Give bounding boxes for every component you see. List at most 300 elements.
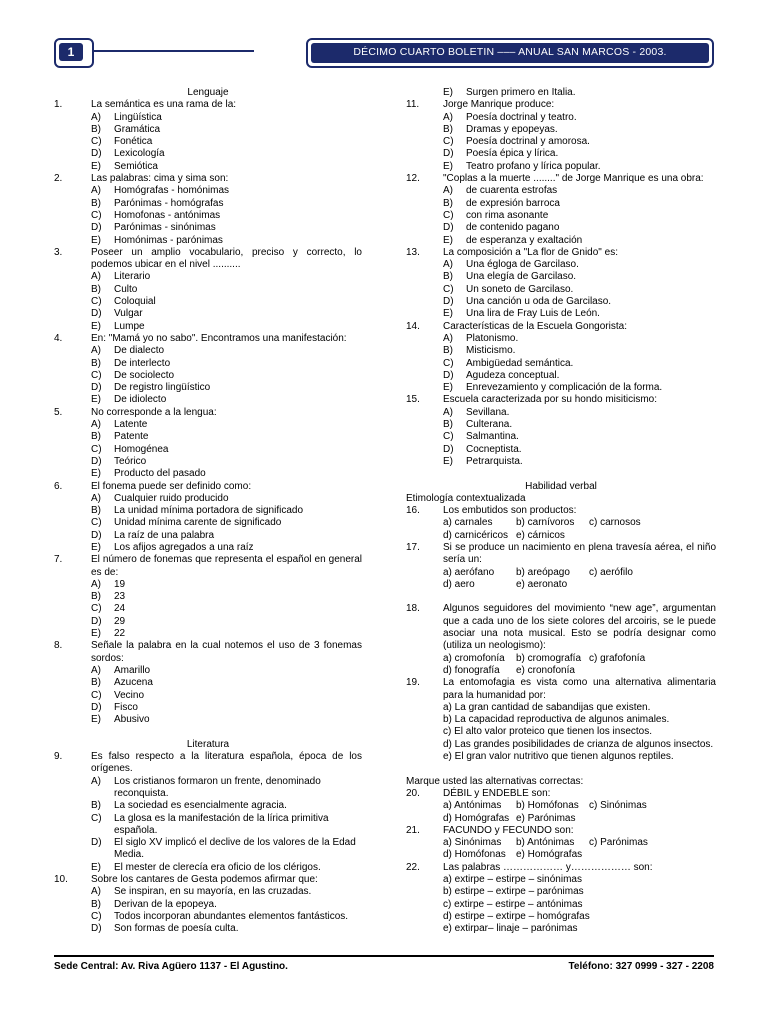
option-text: El siglo XV implicó el declive de los valores de la Edad Media. bbox=[114, 837, 356, 861]
option bbox=[406, 210, 716, 222]
option-text: De registro lingüístico bbox=[114, 382, 211, 394]
option bbox=[54, 776, 362, 801]
option bbox=[406, 444, 716, 456]
option bbox=[406, 358, 716, 370]
option-text: de expresión barroca bbox=[466, 197, 560, 209]
option bbox=[54, 677, 362, 689]
option bbox=[406, 271, 716, 283]
page-number: 1 bbox=[59, 43, 83, 61]
option-letter: A) bbox=[91, 664, 101, 676]
option-text: Homónimas - parónimas bbox=[114, 234, 223, 246]
question-number: 7. bbox=[54, 554, 63, 566]
option-text: Derivan de la epopeya. bbox=[114, 898, 217, 910]
question bbox=[406, 505, 716, 542]
option-text: Vulgar bbox=[114, 308, 143, 320]
option-text: Patente bbox=[114, 431, 149, 443]
option: e) cronofonía bbox=[516, 664, 575, 676]
option-letter: E) bbox=[443, 455, 453, 467]
option bbox=[54, 468, 362, 480]
question bbox=[406, 677, 716, 763]
option bbox=[54, 136, 362, 148]
option-row bbox=[406, 653, 716, 665]
option: d) carnicéricos bbox=[443, 529, 509, 541]
option: b) Antónimas bbox=[516, 837, 575, 849]
option bbox=[54, 714, 362, 726]
question-text: No corresponde a la lengua: bbox=[91, 406, 217, 418]
option-text: de contenido pagano bbox=[466, 222, 560, 234]
option bbox=[406, 456, 716, 468]
option-text: Lexicología bbox=[114, 148, 165, 160]
question bbox=[406, 542, 716, 591]
subsection-title: Etimología contextualizada bbox=[406, 492, 526, 504]
header bbox=[54, 38, 714, 66]
option-text: Lingüística bbox=[114, 111, 162, 123]
question-number: 5. bbox=[54, 406, 63, 418]
subsection-title: Marque usted las alternativas correctas: bbox=[406, 775, 584, 787]
option-letter: C) bbox=[91, 443, 102, 455]
question-text: El número de fonemas que representa el español en general es de: bbox=[91, 554, 362, 578]
question-text: Es falso respecto a la literatura española, época de los orígenes. bbox=[91, 751, 362, 775]
document-title: DÉCIMO CUARTO BOLETIN ––– ANUAL SAN MARCOS - 2003. bbox=[311, 43, 709, 63]
option: b) carnívoros bbox=[516, 517, 575, 529]
question-number: 12. bbox=[406, 173, 420, 185]
option-letter: C) bbox=[91, 296, 102, 308]
option-text: De idiolecto bbox=[114, 394, 167, 406]
footer-phone: Teléfono: 327 0999 - 327 - 2208 bbox=[568, 961, 714, 972]
question-number: 6. bbox=[54, 480, 63, 492]
option-letter: D) bbox=[91, 837, 102, 849]
option-letter: A) bbox=[91, 492, 101, 504]
option-letter: E) bbox=[91, 234, 101, 246]
option-letter: E) bbox=[91, 394, 101, 406]
question-number: 9. bbox=[54, 751, 63, 763]
option-text: Dramas y epopeyas. bbox=[466, 123, 558, 135]
option-letter: B) bbox=[443, 197, 453, 209]
option-letter: A) bbox=[91, 886, 101, 898]
question-text: Las palabras ……………… y……………… son: bbox=[443, 861, 653, 873]
option-text: Los afijos agregados a una raíz bbox=[114, 541, 254, 553]
option bbox=[54, 431, 362, 443]
option-text: La glosa es la manifestación de la lírica primitiva española. bbox=[114, 812, 329, 836]
question-text: La composición a "La flor de Gnido" es: bbox=[443, 246, 618, 258]
option: b) Homófonas bbox=[516, 800, 579, 812]
option: d) Homófonas bbox=[443, 849, 506, 861]
option-text: Salmantina. bbox=[466, 431, 519, 443]
option-row bbox=[406, 567, 716, 579]
option-letter: A) bbox=[91, 345, 101, 357]
option-text: Ambigüedad semántica. bbox=[466, 357, 574, 369]
option-row bbox=[406, 849, 716, 861]
option-text: Semiótica bbox=[114, 160, 158, 172]
option-letter: C) bbox=[91, 689, 102, 701]
question-stem bbox=[406, 321, 716, 333]
option-text: Abusivo bbox=[114, 714, 150, 726]
option bbox=[54, 419, 362, 431]
option bbox=[54, 665, 362, 677]
option-letter: D) bbox=[91, 382, 102, 394]
option: a) Sinónimas bbox=[443, 837, 502, 849]
option-text: Platonismo. bbox=[466, 332, 519, 344]
option-text: de cuarenta estrofas bbox=[466, 185, 558, 197]
footer-rule bbox=[54, 955, 714, 957]
option bbox=[54, 210, 362, 222]
option: d) aero bbox=[443, 578, 475, 590]
question-text: Los embutidos son productos: bbox=[443, 505, 577, 517]
question-number: 10. bbox=[54, 874, 68, 885]
question bbox=[54, 407, 362, 481]
option-text: Teatro profano y lírica popular. bbox=[466, 160, 601, 172]
option-letter: D) bbox=[443, 369, 454, 381]
option bbox=[406, 235, 716, 247]
option-text: Gramática bbox=[114, 123, 161, 135]
option bbox=[54, 358, 362, 370]
option bbox=[54, 185, 362, 197]
option-letter: B) bbox=[443, 271, 453, 283]
option bbox=[406, 308, 716, 320]
option bbox=[54, 505, 362, 517]
option-text: De sociolecto bbox=[114, 369, 175, 381]
option-letter: C) bbox=[91, 603, 102, 615]
question-number: 21. bbox=[406, 824, 420, 836]
option bbox=[406, 296, 716, 308]
option-letter: D) bbox=[91, 529, 102, 541]
option-text: Poesía doctrinal y amorosa. bbox=[466, 136, 590, 148]
option-letter: A) bbox=[443, 111, 453, 123]
option: c) Parónimas bbox=[589, 837, 648, 849]
option-text: Una elegía de Garcilaso. bbox=[466, 271, 577, 283]
option-text: Producto del pasado bbox=[114, 468, 206, 480]
option-letter: C) bbox=[91, 517, 102, 529]
option bbox=[406, 407, 716, 419]
option-letter: C) bbox=[91, 136, 102, 148]
option bbox=[54, 579, 362, 591]
option bbox=[406, 161, 716, 173]
option bbox=[54, 603, 362, 615]
question bbox=[54, 247, 362, 333]
option-letter: B) bbox=[91, 431, 101, 443]
option bbox=[54, 198, 362, 210]
option bbox=[54, 284, 362, 296]
option-text: Poesía épica y lírica. bbox=[466, 148, 559, 160]
option-text: Son formas de poesía culta. bbox=[114, 923, 239, 935]
question-stem bbox=[406, 677, 716, 702]
option: b) La capacidad reproductiva de algunos animales. bbox=[443, 714, 670, 726]
option-text: Fonética bbox=[114, 136, 153, 148]
question-number: 1. bbox=[54, 99, 63, 111]
option-text: Amarillo bbox=[114, 664, 151, 676]
option-letter: E) bbox=[91, 714, 101, 726]
question-number: 4. bbox=[54, 332, 63, 344]
right-column bbox=[406, 87, 716, 935]
option-letter: B) bbox=[91, 677, 101, 689]
question-stem bbox=[54, 640, 362, 665]
question-text: Señale la palabra en la cual notemos el uso de 3 fonemas sordos: bbox=[91, 640, 362, 664]
option: b) areópago bbox=[516, 566, 570, 578]
option-text: Una canción u oda de Garcilaso. bbox=[466, 296, 612, 308]
option bbox=[406, 333, 716, 345]
question-number: 22. bbox=[406, 861, 420, 873]
option-text: Sevillana. bbox=[466, 406, 510, 418]
option-text: Todos incorporan abundantes elementos fantásticos. bbox=[114, 910, 349, 922]
option-letter: D) bbox=[91, 923, 102, 935]
option-letter: E) bbox=[91, 320, 101, 332]
option bbox=[54, 837, 362, 862]
question-text: La semántica es una rama de la: bbox=[91, 99, 237, 111]
option bbox=[406, 148, 716, 160]
option: e) Homógrafas bbox=[516, 849, 583, 861]
option-letter: C) bbox=[91, 369, 102, 381]
option-text: Coloquial bbox=[114, 296, 156, 308]
option-letter: E) bbox=[91, 628, 101, 640]
option bbox=[54, 591, 362, 603]
option-letter: E) bbox=[443, 382, 453, 394]
question bbox=[406, 321, 716, 395]
section-title: Literatura bbox=[186, 738, 230, 750]
option: b) estirpe – extirpe – parónimas bbox=[443, 886, 584, 898]
option-text: Se inspiran, en su mayoría, en las cruzadas. bbox=[114, 886, 312, 898]
option-text: Petrarquista. bbox=[466, 455, 523, 467]
option-letter: E) bbox=[443, 87, 453, 98]
option bbox=[54, 370, 362, 382]
option-letter: B) bbox=[443, 419, 453, 431]
option-text: Azucena bbox=[114, 677, 153, 689]
question-number: 16. bbox=[406, 505, 420, 517]
option: d) estirpe – extirpe – homógrafas bbox=[443, 910, 590, 922]
option-letter: D) bbox=[443, 148, 454, 160]
question-stem bbox=[406, 247, 716, 259]
question-text: Algunos seguidores del movimiento “new age”, argumentan que a cada uno de los siete colores del arcoiris, se le puede asociar una nota musical. Esto se podría designar como (utiliza un neologismo): bbox=[443, 603, 716, 652]
option bbox=[54, 308, 362, 320]
option-text: La unidad mínima portadora de significado bbox=[114, 505, 304, 517]
question-text: Características de la Escuela Gongorista: bbox=[443, 320, 627, 332]
option-text: 24 bbox=[114, 603, 126, 615]
option-text: 19 bbox=[114, 578, 126, 590]
question bbox=[54, 751, 362, 874]
option-text: Cualquier ruido producido bbox=[114, 492, 229, 504]
option bbox=[54, 444, 362, 456]
question-text: DÉBIL y ENDEBLE son: bbox=[443, 787, 551, 799]
question bbox=[54, 554, 362, 640]
option-text: Agudeza conceptual. bbox=[466, 369, 560, 381]
option-text: De dialecto bbox=[114, 345, 165, 357]
question bbox=[54, 874, 362, 935]
option: a) Antónimas bbox=[443, 800, 502, 812]
option-row bbox=[406, 665, 716, 677]
question-number: 3. bbox=[54, 246, 63, 258]
option bbox=[54, 382, 362, 394]
option bbox=[54, 321, 362, 333]
option bbox=[54, 862, 362, 874]
question-text: La entomofagia es vista como una alternativa alimentaria para la humanidad por: bbox=[443, 677, 716, 701]
option-letter: B) bbox=[443, 123, 453, 135]
option-text: Latente bbox=[114, 419, 148, 431]
option-letter: C) bbox=[443, 209, 454, 221]
question bbox=[406, 788, 716, 825]
option-text: Cocneptista. bbox=[466, 443, 522, 455]
option bbox=[406, 284, 716, 296]
question-stem bbox=[54, 173, 362, 185]
question-number: 19. bbox=[406, 677, 420, 689]
option-text: Culterana. bbox=[466, 419, 513, 431]
option-letter: E) bbox=[91, 541, 101, 553]
option bbox=[54, 800, 362, 812]
option: a) carnales bbox=[443, 517, 493, 529]
option-text: Parónimas - sinónimas bbox=[114, 222, 216, 234]
option-text: Lumpe bbox=[114, 320, 145, 332]
option-letter: E) bbox=[443, 234, 453, 246]
option bbox=[54, 222, 362, 234]
question-text: Si se produce un nacimiento en plena travesía aérea, el niño sería un: bbox=[443, 541, 716, 566]
option bbox=[406, 419, 716, 431]
option: a) La gran cantidad de sabandijas que existen. bbox=[443, 701, 651, 713]
option bbox=[54, 690, 362, 702]
option bbox=[406, 345, 716, 357]
option-letter: E) bbox=[443, 160, 453, 172]
option-letter: D) bbox=[443, 296, 454, 308]
option-text: Enrevezamiento y complicación de la forma. bbox=[466, 382, 663, 394]
question-number: 2. bbox=[54, 173, 63, 185]
option-text: Una lira de Fray Luis de León. bbox=[466, 308, 600, 320]
option-text: Homógrafas - homónimas bbox=[114, 185, 230, 197]
question-stem bbox=[406, 173, 716, 185]
option: b) cromografía bbox=[516, 652, 582, 664]
option bbox=[54, 911, 362, 923]
left-column bbox=[54, 87, 362, 935]
question-stem bbox=[54, 554, 362, 579]
option: c) aerófilo bbox=[589, 566, 633, 578]
question bbox=[54, 333, 362, 407]
option-letter: D) bbox=[91, 701, 102, 713]
option-row bbox=[406, 579, 716, 591]
option-text: de esperanza y exaltación bbox=[466, 234, 583, 246]
option: d) Las grandes posibilidades de crianza de algunos insectos. bbox=[443, 738, 714, 750]
option-letter: C) bbox=[91, 209, 102, 221]
option-row bbox=[406, 837, 716, 849]
option-letter: A) bbox=[443, 406, 453, 418]
question-number: 15. bbox=[406, 394, 420, 406]
footer-address: Sede Central: Av. Riva Agüero 1137 - El Agustino. bbox=[54, 961, 288, 972]
question-stem bbox=[54, 99, 362, 111]
option-letter: E) bbox=[91, 160, 101, 172]
option-letter: C) bbox=[443, 357, 454, 369]
option-letter: C) bbox=[443, 283, 454, 295]
option-text: Homofonas - antónimas bbox=[114, 209, 221, 221]
option-letter: A) bbox=[443, 185, 453, 197]
option: c) carnosos bbox=[589, 517, 641, 529]
option-letter: C) bbox=[443, 136, 454, 148]
option bbox=[54, 345, 362, 357]
option-text: con rima asonante bbox=[466, 209, 549, 221]
question-number: 8. bbox=[54, 640, 63, 652]
option-letter: D) bbox=[91, 148, 102, 160]
option bbox=[406, 124, 716, 136]
option bbox=[54, 161, 362, 173]
question bbox=[406, 99, 716, 173]
title-box bbox=[306, 38, 714, 68]
option: c) extirpe – estirpe – antónimas bbox=[443, 898, 583, 910]
option bbox=[54, 517, 362, 529]
option bbox=[54, 394, 362, 406]
question-text: Poseer un amplio vocabulario, preciso y correcto, lo podemos ubicar en el nivel .......... bbox=[91, 246, 362, 271]
option bbox=[406, 136, 716, 148]
option bbox=[54, 702, 362, 714]
option: c) El alto valor proteico que tienen los insectos. bbox=[443, 726, 652, 738]
option-letter: E) bbox=[91, 468, 101, 480]
option bbox=[406, 370, 716, 382]
option-text: El mester de clerecía era oficio de los clérigos. bbox=[114, 861, 321, 873]
option bbox=[54, 886, 362, 898]
question-stem bbox=[406, 788, 716, 800]
option-letter: E) bbox=[443, 308, 453, 320]
option-letter: C) bbox=[91, 812, 102, 824]
question bbox=[54, 173, 362, 247]
option bbox=[54, 493, 362, 505]
option-letter: B) bbox=[91, 197, 101, 209]
option: a) cromofonía bbox=[443, 652, 505, 664]
option-text: 29 bbox=[114, 615, 126, 627]
option-text: Poesía doctrinal y teatro. bbox=[466, 111, 577, 123]
question-number: 20. bbox=[406, 787, 420, 799]
option-text: Fisco bbox=[114, 701, 138, 713]
option-letter: D) bbox=[91, 308, 102, 320]
question-text: Jorge Manrique produce: bbox=[443, 99, 555, 111]
option bbox=[54, 296, 362, 308]
option bbox=[54, 899, 362, 911]
option bbox=[54, 813, 362, 838]
option-row bbox=[406, 800, 716, 812]
option-text: 23 bbox=[114, 591, 126, 603]
option-text: Literario bbox=[114, 271, 151, 283]
question-text: FACUNDO y FECUNDO son: bbox=[443, 824, 574, 836]
question bbox=[406, 862, 716, 936]
question bbox=[406, 247, 716, 321]
option-letter: A) bbox=[91, 271, 101, 283]
option-letter: D) bbox=[443, 222, 454, 234]
option: e) cárnicos bbox=[516, 529, 565, 541]
option-text: Culto bbox=[114, 283, 138, 295]
question-stem bbox=[54, 481, 362, 493]
option-letter: B) bbox=[91, 357, 101, 369]
option-letter: A) bbox=[443, 332, 453, 344]
option-text: Una égloga de Garcilaso. bbox=[466, 259, 579, 271]
question-number: 18. bbox=[406, 603, 420, 615]
question-number: 14. bbox=[406, 320, 420, 332]
option bbox=[406, 185, 716, 197]
option bbox=[54, 616, 362, 628]
option-letter: B) bbox=[91, 123, 101, 135]
question-text: Escuela caracterizada por su hondo misiticismo: bbox=[443, 394, 657, 406]
option: e) El gran valor nutritivo que tienen algunos reptiles. bbox=[443, 751, 674, 763]
option-letter: A) bbox=[443, 259, 453, 271]
question bbox=[406, 603, 716, 677]
option bbox=[54, 271, 362, 283]
option-text: Surgen primero en Italia. bbox=[466, 87, 576, 98]
option-letter: B) bbox=[443, 345, 453, 357]
option: a) extirpe – estirpe – sinónimas bbox=[443, 874, 582, 885]
question-text: En: "Mamá yo no sabo". Encontramos una manifestación: bbox=[91, 332, 347, 344]
option: e) aeronato bbox=[516, 578, 568, 590]
question-number: 17. bbox=[406, 541, 420, 553]
option-letter: A) bbox=[91, 111, 101, 123]
question-stem bbox=[406, 394, 716, 406]
option bbox=[54, 628, 362, 640]
option bbox=[54, 112, 362, 124]
option-text: Teórico bbox=[114, 455, 147, 467]
question-number: 13. bbox=[406, 246, 420, 258]
option-row bbox=[406, 517, 716, 529]
option bbox=[54, 124, 362, 136]
option bbox=[406, 431, 716, 443]
